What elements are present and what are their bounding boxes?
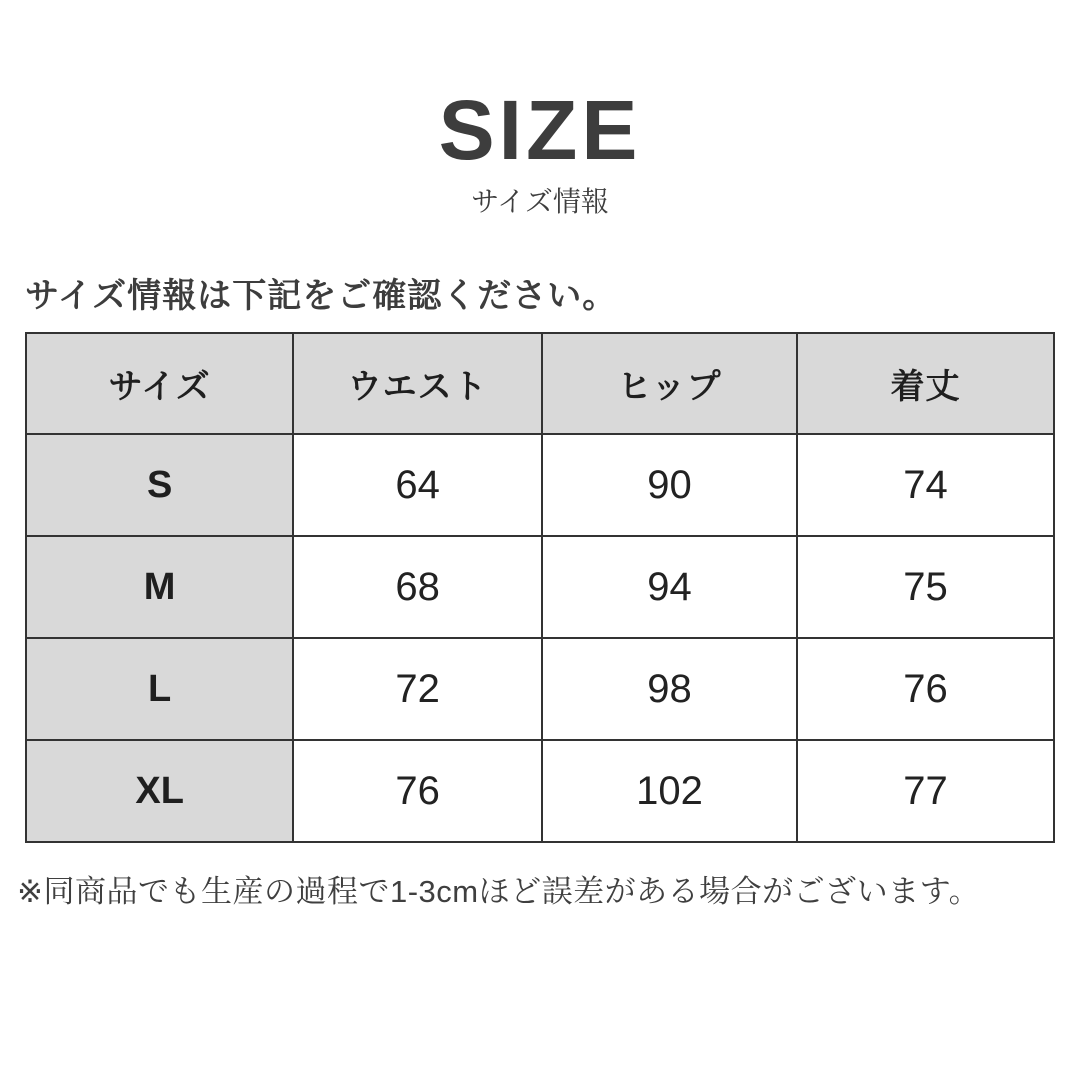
waist-value: 72: [293, 638, 542, 740]
length-value: 77: [797, 740, 1054, 842]
hip-value: 102: [542, 740, 797, 842]
intro-text: サイズ情報は下記をご確認ください。: [25, 277, 618, 315]
size-label: S: [26, 434, 293, 536]
waist-value: 64: [293, 434, 542, 536]
waist-value: 76: [293, 740, 542, 842]
hip-value: 94: [542, 536, 797, 638]
header-size: サイズ: [26, 333, 293, 434]
size-table: [25, 332, 1055, 843]
page-title: SIZE: [438, 83, 642, 177]
waist-value: 68: [293, 536, 542, 638]
table-row: [26, 536, 1054, 638]
header-length: 着丈: [797, 333, 1054, 434]
hip-value: 90: [542, 434, 797, 536]
size-label: L: [26, 638, 293, 740]
header-waist: ウエスト: [293, 333, 542, 434]
table-header-row: [26, 333, 1054, 434]
header-hip: ヒップ: [542, 333, 797, 434]
length-value: 74: [797, 434, 1054, 536]
length-value: 76: [797, 638, 1054, 740]
table-row: [26, 434, 1054, 536]
size-label: M: [26, 536, 293, 638]
disclaimer-note: ※同商品でも生産の過程で1-3cmほど誤差がある場合がございます。: [17, 874, 981, 909]
table-row: [26, 638, 1054, 740]
size-label: XL: [26, 740, 293, 842]
page-subtitle: サイズ情報: [471, 186, 609, 217]
hip-value: 98: [542, 638, 797, 740]
table-row: [26, 740, 1054, 842]
length-value: 75: [797, 536, 1054, 638]
